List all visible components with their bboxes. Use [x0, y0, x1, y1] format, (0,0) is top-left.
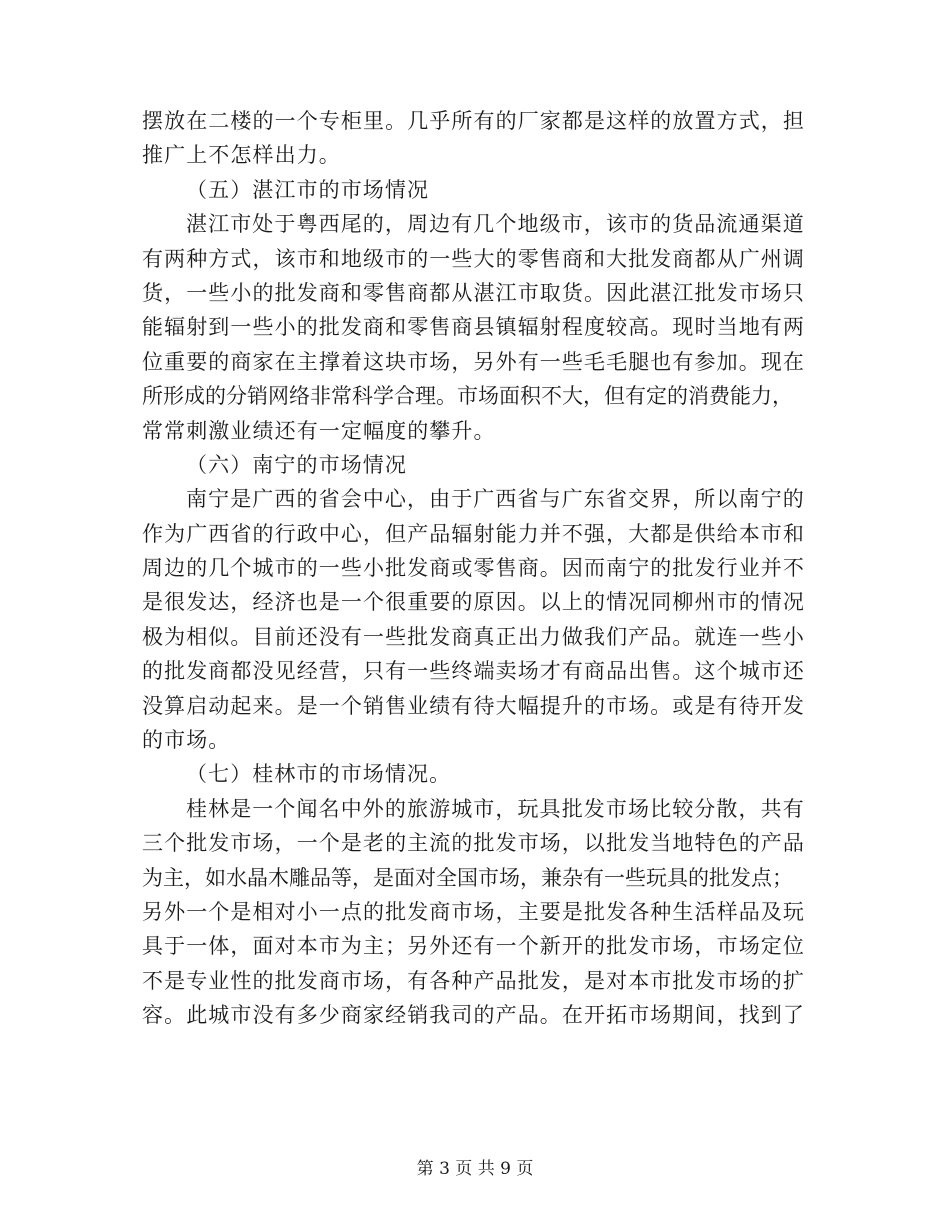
text-line: 位重要的商家在主撑着这块市场，另外有一些毛毛腿也有参加。现在: [142, 349, 805, 374]
text-line: 为主，如水晶木雕品等，是面对全国市场，兼杂有一些玩具的批发点；: [142, 865, 793, 890]
document-body: [142, 104, 810, 1033]
text-line: 的市场。: [142, 728, 231, 753]
text-line: 推广上不怎样出力。: [142, 143, 341, 168]
text-line: 南宁是广西的省会中心，由于广西省与广东省交界，所以南宁的: [186, 487, 805, 512]
text-line: 另外一个是相对小一点的批发商市场，主要是批发各种生活样品及玩: [142, 899, 805, 924]
text-line: 极为相似。目前还没有一些批发商真正出力做我们产品。就连一些小: [142, 624, 805, 649]
section-heading-5: （五）湛江市的市场情况: [186, 177, 430, 202]
text-line: 作为广西省的行政中心，但产品辐射能力并不强，大都是供给本市和: [142, 521, 805, 546]
text-line: 容。此城市没有多少商家经销我司的产品。在开拓市场期间，找到了: [142, 1003, 805, 1028]
text-line: 是很发达，经济也是一个很重要的原因。以上的情况同柳州市的情况: [142, 590, 805, 615]
text-line: 没算启动起来。是一个销售业绩有待大幅提升的市场。或是有待开发: [142, 693, 805, 718]
text-line: 的批发商都没见经营，只有一些终端卖场才有商品出售。这个城市还: [142, 659, 805, 684]
text-line: 常常刺激业绩还有一定幅度的攀升。: [142, 418, 496, 443]
text-line: 具于一体，面对本市为主；另外还有一个新开的批发市场，市场定位: [142, 934, 805, 959]
text-line: 货，一些小的批发商和零售商都从湛江市取货。因此湛江批发市场只: [142, 280, 805, 305]
page-footer: 第 3 页 共 9 页: [416, 1159, 534, 1179]
text-line: 所形成的分销网络非常科学合理。市场面积不大，但有定的消费能力，: [142, 384, 793, 409]
text-line: 周边的几个城市的一些小批发商或零售商。因而南宁的批发行业并不: [142, 556, 805, 581]
text-line: 不是专业性的批发商市场，有各种产品批发，是对本市批发市场的扩: [142, 968, 805, 993]
text-line: 湛江市处于粤西尾的，周边有几个地级市，该市的货品流通渠道: [186, 212, 805, 237]
text-line: 桂林是一个闻名中外的旅游城市，玩具批发市场比较分散，共有: [186, 796, 805, 821]
text-line: 三个批发市场，一个是老的主流的批发市场，以批发当地特色的产品: [142, 831, 805, 856]
text-line: 有两种方式，该市和地级市的一些大的零售商和大批发商都从广州调: [142, 246, 805, 271]
section-heading-7: （七）桂林市的市场情况。: [186, 762, 452, 787]
text-line: 能辐射到一些小的批发商和零售商县镇辐射程度较高。现时当地有两: [142, 315, 805, 340]
section-heading-6: （六）南宁的市场情况: [186, 452, 407, 477]
text-line: 摆放在二楼的一个专柜里。几乎所有的厂家都是这样的放置方式，担: [142, 109, 805, 133]
